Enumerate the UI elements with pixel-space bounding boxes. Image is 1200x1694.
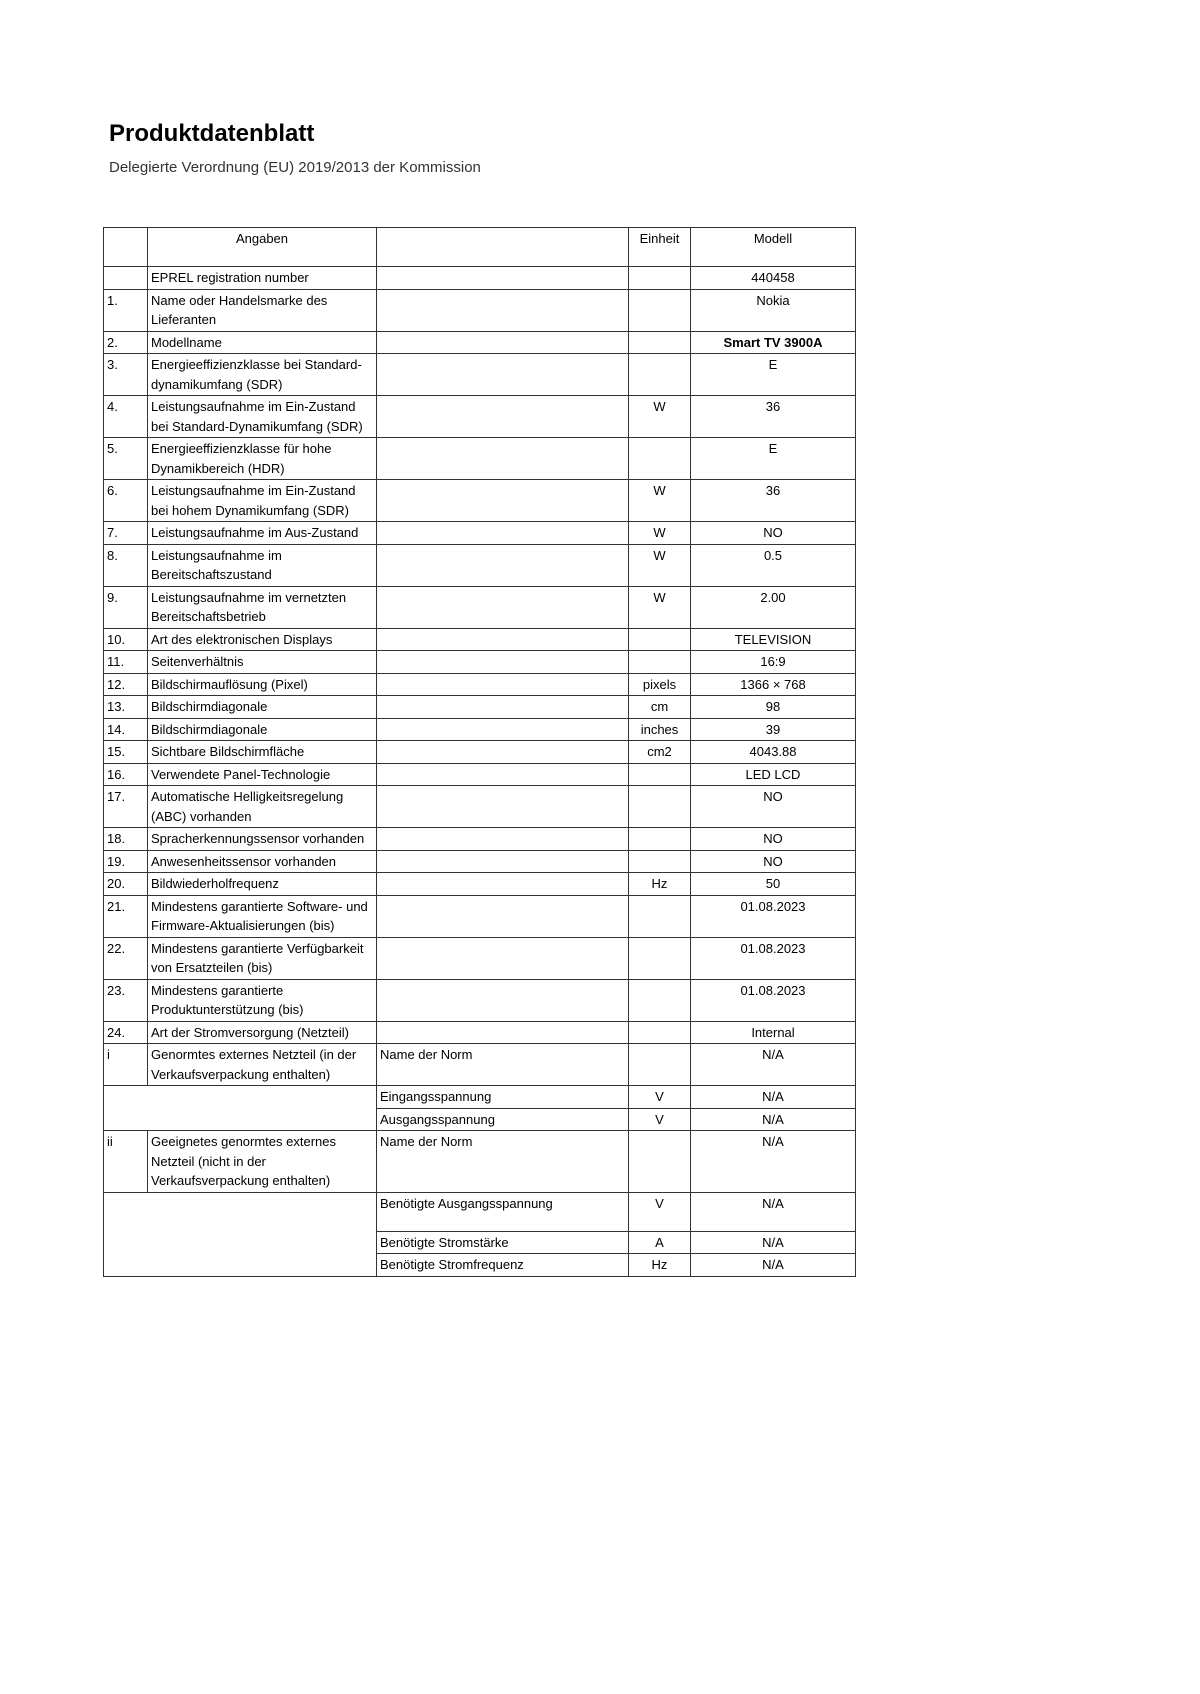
row-value: NO [691,850,856,873]
row-label: Bildschirmdiagonale [148,696,377,719]
table-row [104,979,856,1021]
table-row [104,763,856,786]
row-sub [377,396,629,438]
row-number: 14. [104,718,148,741]
row-sub [377,828,629,851]
row-sub [377,979,629,1021]
row-unit: W [629,396,691,438]
row-number: 4. [104,396,148,438]
row-value: N/A [691,1044,856,1086]
row-value: 01.08.2023 [691,895,856,937]
row-value: Internal [691,1021,856,1044]
row-unit [629,937,691,979]
row-unit [629,651,691,674]
header-modell: Modell [691,228,856,267]
psu-suitable-row [104,1131,856,1193]
row-label: Leistungsaufnahme im Ein-Zustand bei hohem Dynamikumfang (SDR) [148,480,377,522]
table-row [104,937,856,979]
row-unit [629,763,691,786]
row-sub [377,1021,629,1044]
row-value: N/A [691,1254,856,1277]
row-label: Geeignetes genormtes externes Netzteil (nicht in der Verkaufsverpackung enthalten) [148,1131,377,1193]
row-sub [377,651,629,674]
row-sub: Name der Norm [377,1044,629,1086]
row-value: 50 [691,873,856,896]
header-angaben: Angaben [148,228,377,267]
row-unit: cm [629,696,691,719]
row-sub [377,586,629,628]
row-number: 19. [104,850,148,873]
row-value: 01.08.2023 [691,937,856,979]
row-number: 18. [104,828,148,851]
product-data-table [103,227,856,1277]
row-value: NO [691,786,856,828]
row-label: Sichtbare Bildschirmfläche [148,741,377,764]
row-sub [377,438,629,480]
row-value: 36 [691,480,856,522]
row-unit [629,438,691,480]
row-unit: W [629,522,691,545]
row-number: i [104,1044,148,1086]
row-sub [377,522,629,545]
row-number: 9. [104,586,148,628]
row-label: Leistungsaufnahme im Ein-Zustand bei Standard-Dynamikumfang (SDR) [148,396,377,438]
row-label: Genormtes externes Netzteil (in der Verkaufsverpackung enthalten) [148,1044,377,1086]
psu-suitable-voltage-row [104,1192,856,1231]
row-sub: Benötigte Stromstärke [377,1231,629,1254]
header-einheit: Einheit [629,228,691,267]
row-value: N/A [691,1231,856,1254]
psu-included-row [104,1044,856,1086]
row-value: Smart TV 3900A [691,331,856,354]
row-unit [629,979,691,1021]
row-label: Energieeffizienzklasse für hohe Dynamikbereich (HDR) [148,438,377,480]
row-sub [377,267,629,290]
row-sub [377,786,629,828]
header-number [104,228,148,267]
table-row [104,873,856,896]
row-value: 2.00 [691,586,856,628]
row-value: NO [691,522,856,545]
row-number: 1. [104,289,148,331]
row-unit: V [629,1192,691,1231]
row-value: 98 [691,696,856,719]
table-row [104,895,856,937]
row-unit [629,267,691,290]
table-row [104,1021,856,1044]
row-unit: W [629,544,691,586]
row-number: 16. [104,763,148,786]
row-unit: W [629,480,691,522]
row-label: Mindestens garantierte Verfügbarkeit von Ersatzteilen (bis) [148,937,377,979]
row-number: 21. [104,895,148,937]
row-label: Seitenverhältnis [148,651,377,674]
row-sub [377,480,629,522]
row-label: Leistungsaufnahme im Aus-Zustand [148,522,377,545]
row-unit [629,354,691,396]
row-value: 440458 [691,267,856,290]
row-sub: Benötigte Stromfrequenz [377,1254,629,1277]
table-row [104,628,856,651]
table-row [104,828,856,851]
row-value: 01.08.2023 [691,979,856,1021]
row-sub [377,289,629,331]
table-row [104,786,856,828]
row-sub: Ausgangsspannung [377,1108,629,1131]
row-value: E [691,438,856,480]
row-number: 20. [104,873,148,896]
row-sub [377,628,629,651]
table-row [104,696,856,719]
page-subtitle: Delegierte Verordnung (EU) 2019/2013 der Kommission [109,159,481,176]
row-label: Automatische Helligkeitsregelung (ABC) vorhanden [148,786,377,828]
row-number: 10. [104,628,148,651]
row-label: Bildwiederholfrequenz [148,873,377,896]
row-number: ii [104,1131,148,1193]
row-value: 16:9 [691,651,856,674]
row-number: 24. [104,1021,148,1044]
table-row [104,544,856,586]
row-value: E [691,354,856,396]
row-value: N/A [691,1108,856,1131]
row-label: Mindestens garantierte Software- und Firmware-Aktualisierungen (bis) [148,895,377,937]
row-value: N/A [691,1086,856,1109]
row-label: Leistungsaufnahme im Bereitschaftszustand [148,544,377,586]
row-value: 4043.88 [691,741,856,764]
row-label: Verwendete Panel-Technologie [148,763,377,786]
row-label: Mindestens garantierte Produktunterstützung (bis) [148,979,377,1021]
row-value: Nokia [691,289,856,331]
row-unit: V [629,1108,691,1131]
row-value: 39 [691,718,856,741]
row-sub [377,673,629,696]
row-sub [377,937,629,979]
table-row [104,331,856,354]
merged-blank-cell [104,1192,377,1276]
row-value: 36 [691,396,856,438]
row-value: N/A [691,1131,856,1193]
row-number: 7. [104,522,148,545]
row-sub [377,895,629,937]
row-value: NO [691,828,856,851]
psu-included-input-row [104,1086,856,1109]
row-number: 3. [104,354,148,396]
row-unit: V [629,1086,691,1109]
table-row [104,289,856,331]
row-unit [629,895,691,937]
row-sub [377,354,629,396]
row-unit: W [629,586,691,628]
row-unit [629,331,691,354]
table-row [104,718,856,741]
row-unit: pixels [629,673,691,696]
row-label: Modellname [148,331,377,354]
row-number: 6. [104,480,148,522]
row-number: 8. [104,544,148,586]
row-number: 13. [104,696,148,719]
row-label: Energieeffizienzklasse bei Standard-dynamikumfang (SDR) [148,354,377,396]
row-sub [377,741,629,764]
row-value: N/A [691,1192,856,1231]
row-number: 15. [104,741,148,764]
table-row [104,673,856,696]
row-number [104,267,148,290]
row-label: Bildschirmdiagonale [148,718,377,741]
table-row [104,586,856,628]
row-unit [629,828,691,851]
row-label: Spracherkennungssensor vorhanden [148,828,377,851]
row-label: Bildschirmauflösung (Pixel) [148,673,377,696]
table-row [104,267,856,290]
row-sub: Benötigte Ausgangsspannung [377,1192,629,1231]
page-title: Produktdatenblatt [109,120,315,147]
table-row [104,480,856,522]
row-unit [629,1131,691,1193]
row-number: 23. [104,979,148,1021]
table-row [104,522,856,545]
row-number: 2. [104,331,148,354]
row-unit: cm2 [629,741,691,764]
row-label: Anwesenheitssensor vorhanden [148,850,377,873]
row-label: Art des elektronischen Displays [148,628,377,651]
row-value: 1366 × 768 [691,673,856,696]
row-unit [629,850,691,873]
table-row [104,438,856,480]
table-row [104,741,856,764]
table-row [104,651,856,674]
row-label: Name oder Handelsmarke des Lieferanten [148,289,377,331]
row-label: Leistungsaufnahme im vernetzten Bereitschaftsbetrieb [148,586,377,628]
row-unit [629,1044,691,1086]
row-sub: Eingangsspannung [377,1086,629,1109]
row-unit: A [629,1231,691,1254]
row-value: 0.5 [691,544,856,586]
row-unit: Hz [629,1254,691,1277]
row-unit [629,628,691,651]
row-unit: Hz [629,873,691,896]
merged-blank-cell [104,1086,377,1131]
row-sub [377,331,629,354]
row-value: LED LCD [691,763,856,786]
row-unit [629,1021,691,1044]
row-sub [377,850,629,873]
row-label: EPREL registration number [148,267,377,290]
table-header-row [104,228,856,267]
row-sub [377,696,629,719]
row-unit: inches [629,718,691,741]
row-unit [629,786,691,828]
table-row [104,354,856,396]
table-row [104,396,856,438]
row-label: Art der Stromversorgung (Netzteil) [148,1021,377,1044]
row-number: 12. [104,673,148,696]
row-sub [377,763,629,786]
row-number: 11. [104,651,148,674]
row-number: 17. [104,786,148,828]
table-row [104,850,856,873]
header-blank [377,228,629,267]
row-number: 22. [104,937,148,979]
row-value: TELEVISION [691,628,856,651]
row-number: 5. [104,438,148,480]
row-sub [377,873,629,896]
row-sub [377,718,629,741]
row-unit [629,289,691,331]
row-sub: Name der Norm [377,1131,629,1193]
row-sub [377,544,629,586]
